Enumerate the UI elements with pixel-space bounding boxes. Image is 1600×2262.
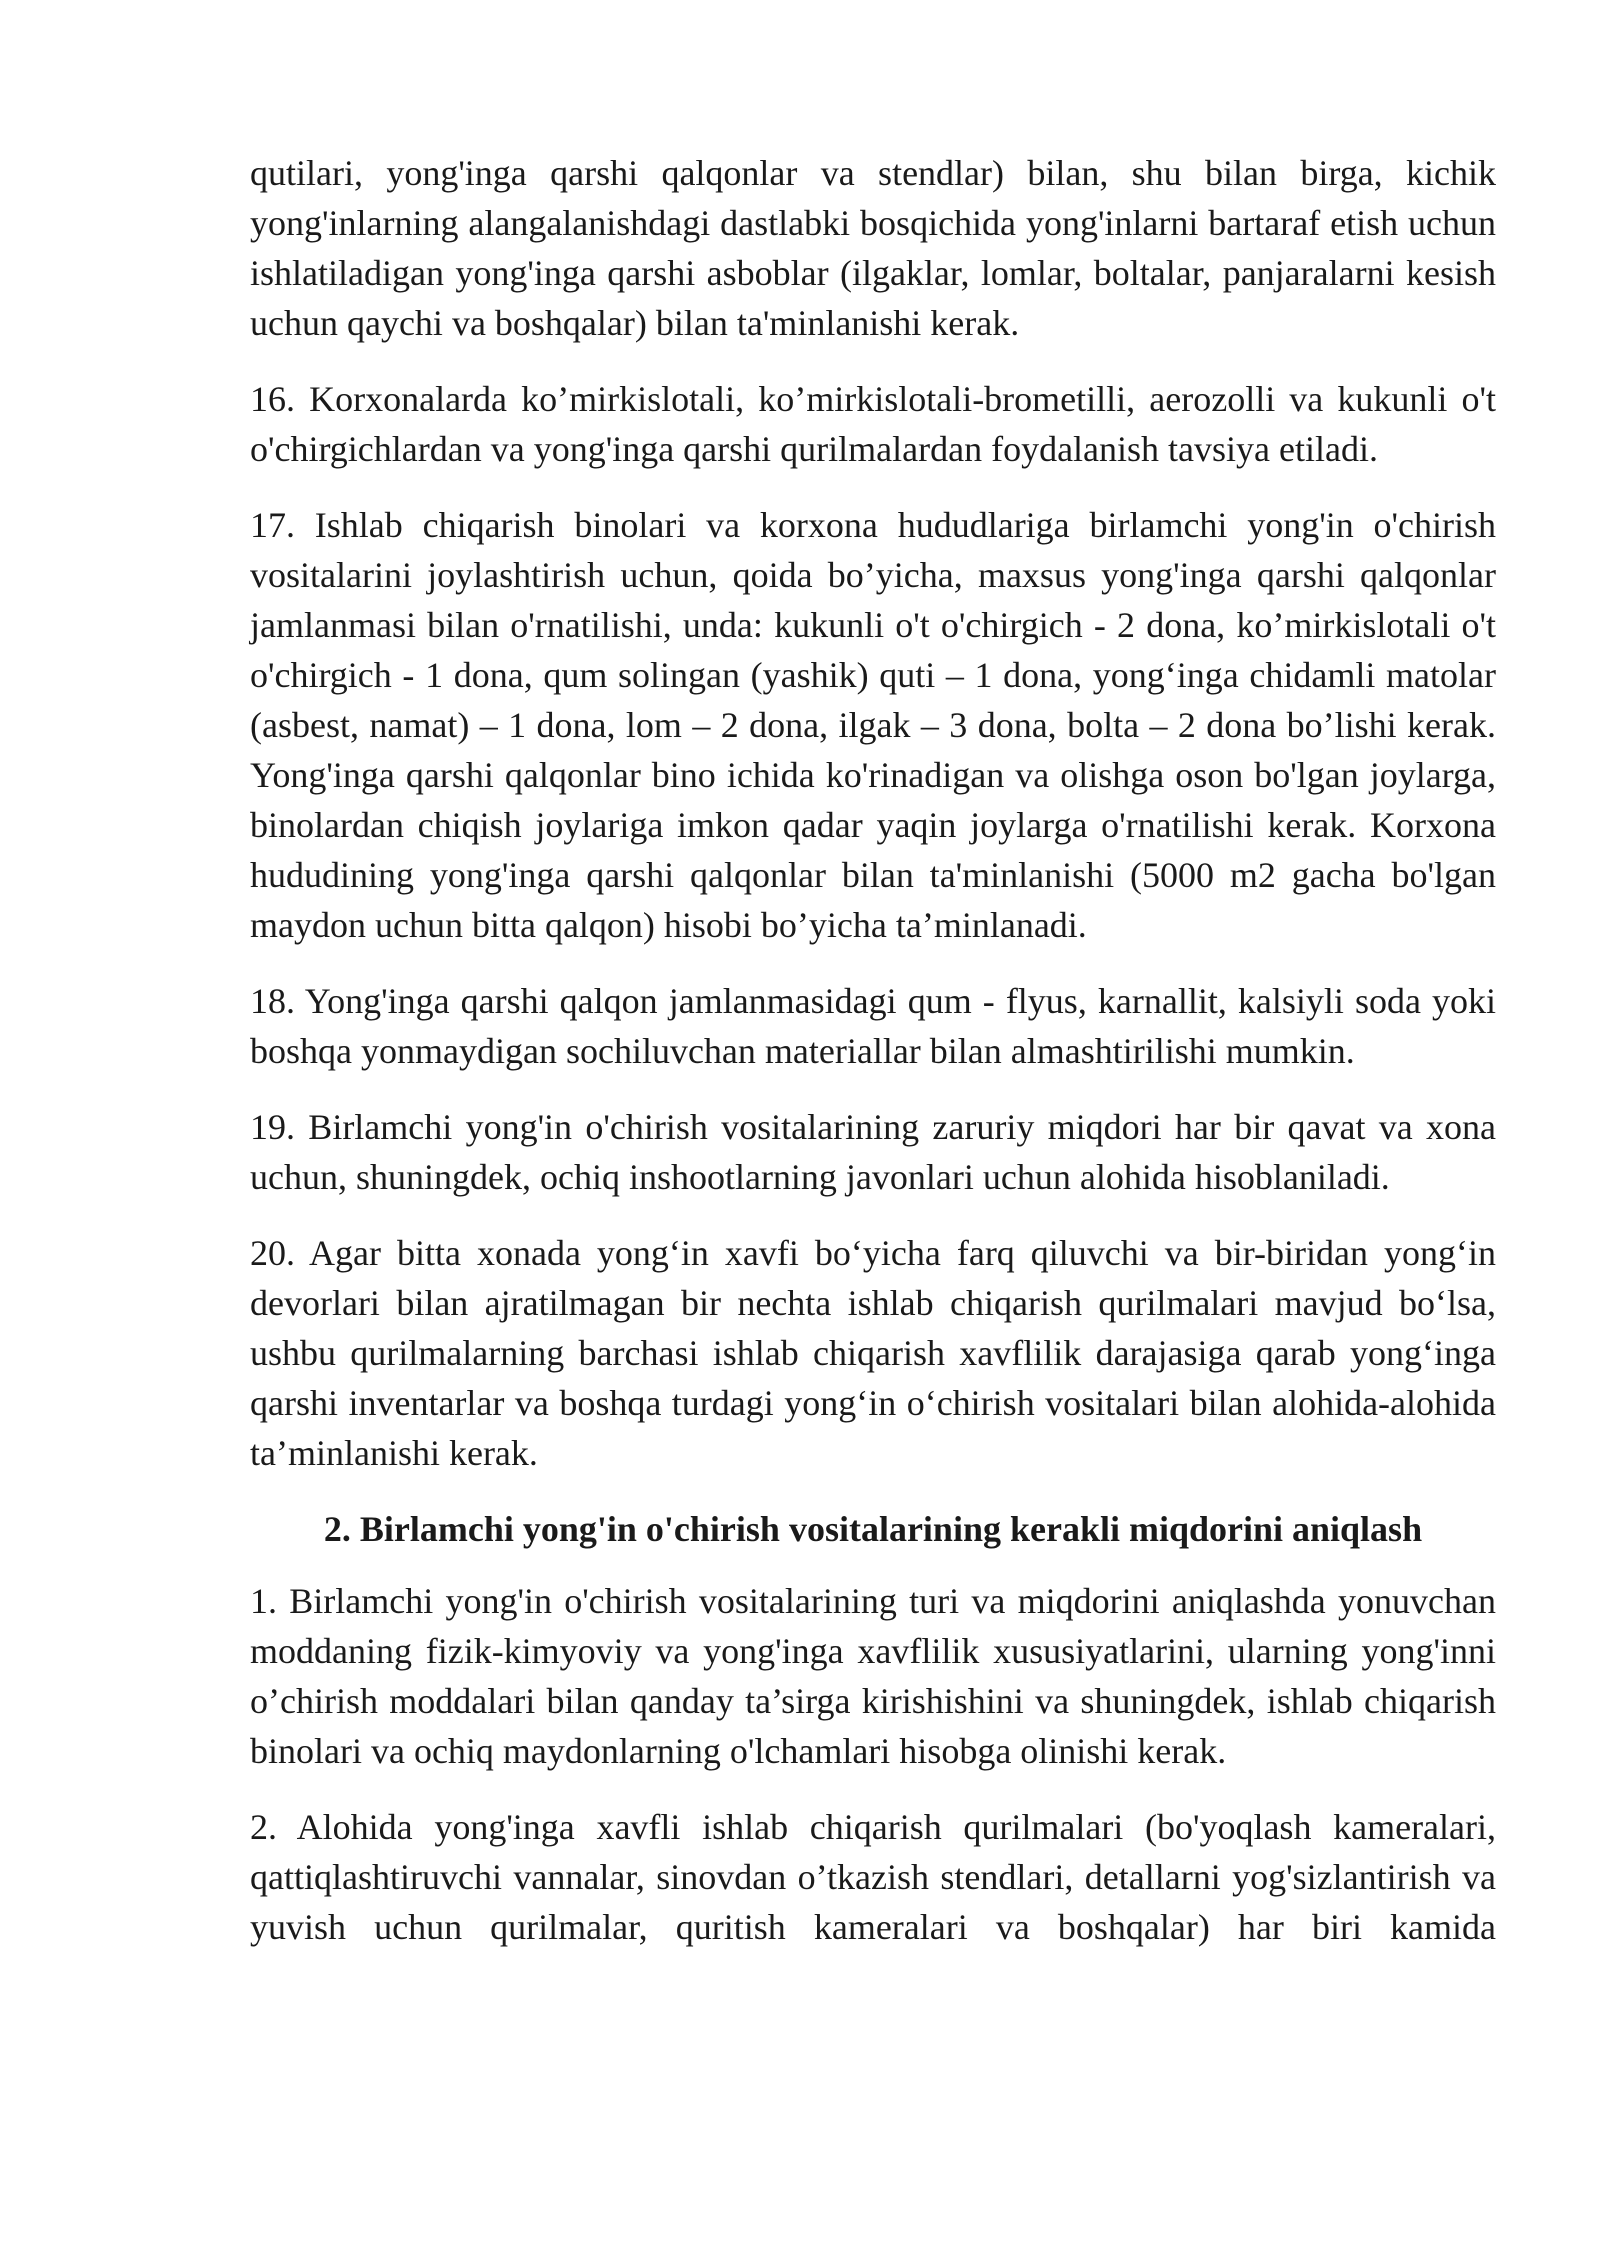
paragraph-18: 18. Yong'inga qarshi qalqon jamlanmasidagi qum - flyus, karnallit, kalsiyli soda yoki boshqa yonmaydigan sochiluvchan materiallar bilan almashtirilishi mumkin. [250,981,1496,1071]
paragraph-20: 20. Agar bitta xonada yong‘in xavfi bo‘yicha farq qiluvchi va bir-biridan yong‘in devorlari bilan ajratilmagan bir nechta ishlab chiqarish qurilmalari mavjud bo‘lsa, ushbu qurilmalarning barchasi ishlab chiqarish xavflilik darajasiga qarab yong‘inga qarshi inventarlar va boshqa turdagi yong‘in o‘chirish vositalari bilan alohida-alohida ta’minlanishi kerak. [250,1233,1496,1473]
paragraph-section2-2: 2. Alohida yong'inga xavfli ishlab chiqarish qurilmalari (bo'yoqlash kameralari, qattiqlashtiruvchi vannalar, sinovdan o’tkazish stendlari, detallarni yog'sizlantirish va yuvish uchun qurilmalar, quritish kameralari va boshqalar) har biri kamida [250,1807,1496,1947]
paragraph-continuation: qutilari, yong'inga qarshi qalqonlar va stendlar) bilan, shu bilan birga, kichik yong'inlarning alangalanishdagi dastlabki bosqichida yong'inlarni bartaraf etish uchun ishlatiladigan yong'inga qarshi asboblar (ilgaklar, lomlar, boltalar, panjaralarni kesish uchun qaychi va boshqalar) bilan ta'minlanishi kerak. [250,153,1496,343]
document-page [250,148,1496,1952]
paragraph-section2-1: 1. Birlamchi yong'in o'chirish vositalarining turi va miqdorini aniqlashda yonuvchan moddaning fizik-kimyoviy va yong'inga xavflilik xususiyatlarini, ularning yong'inni o’chirish moddalari bilan qanday ta’sirga kirishishini va shuningdek, ishlab chiqarish binolari va ochiq maydonlarning o'lchamlari hisobga olinishi kerak. [250,1581,1496,1771]
paragraph-19: 19. Birlamchi yong'in o'chirish vositalarining zaruriy miqdori har bir qavat va xona uchun, shuningdek, ochiq inshootlarning javonlari uchun alohida hisoblaniladi. [250,1107,1496,1197]
paragraph-16: 16. Korxonalarda ko’mirkislotali, ko’mirkislotali-brometilli, aerozolli va kukunli o't o'chirgichlardan va yong'inga qarshi qurilmalardan foydalanish tavsiya etiladi. [250,379,1496,469]
section-heading: 2. Birlamchi yong'in o'chirish vositalarining kerakli miqdorini aniqlash [323,1509,1423,1549]
paragraph-17: 17. Ishlab chiqarish binolari va korxona hududlariga birlamchi yong'in o'chirish vositalarini joylashtirish uchun, qoida bo’yicha, maxsus yong'inga qarshi qalqonlar jamlanmasi bilan o'rnatilishi, unda: kukunli o't o'chirgich - 2 dona, ko’mirkislotali o't o'chirgich - 1 dona, qum solingan (yashik) quti – 1 dona, yong‘inga chidamli matolar (asbest, namat) – 1 dona, lom – 2 dona, ilgak – 3 dona, bolta – 2 dona bo’lishi kerak. Yong'inga qarshi qalqonlar bino ichida ko'rinadigan va olishga oson bo'lgan joylarga, binolardan chiqish joylariga imkon qadar yaqin joylarga o'rnatilishi kerak. Korxona hududining yong'inga qarshi qalqonlar bilan ta'minlanishi (5000 m2 gacha bo'lgan maydon uchun bitta qalqon) hisobi bo’yicha ta’minlanadi. [250,505,1496,945]
